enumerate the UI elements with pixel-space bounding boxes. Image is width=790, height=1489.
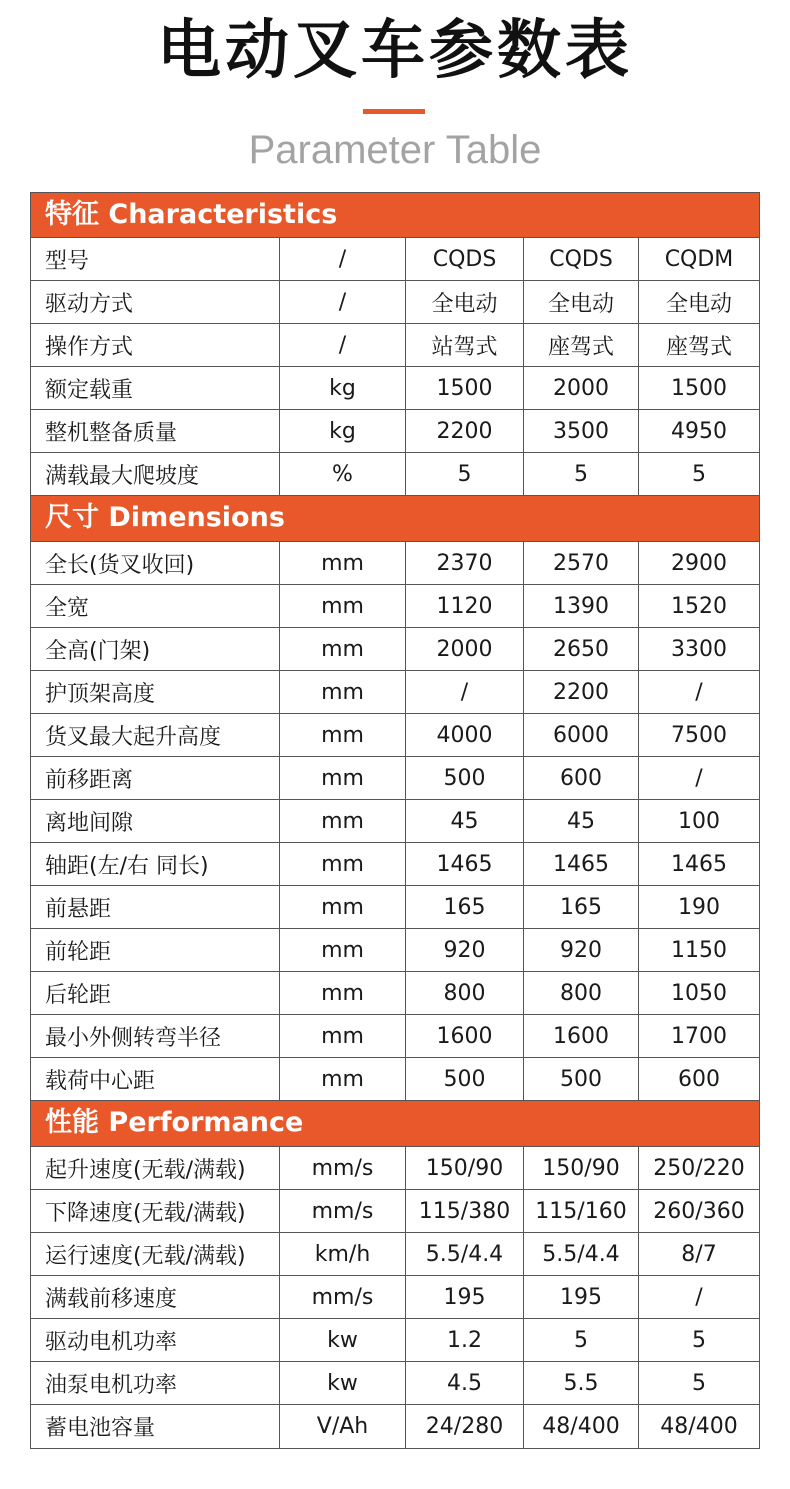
- value-cell-model-3: /: [639, 1276, 760, 1319]
- unit-cell: mm/s: [280, 1276, 406, 1319]
- value-cell-model-2: 1390: [524, 585, 639, 628]
- value-cell-model-2: 195: [524, 1276, 639, 1319]
- value-cell-model-2: 800: [524, 972, 639, 1015]
- value-cell-model-2: 920: [524, 929, 639, 972]
- unit-cell: mm: [280, 1015, 406, 1058]
- value-cell-model-1: 1.2: [406, 1319, 524, 1362]
- table-row: [30, 238, 760, 281]
- parameter-name-cell: 油泵电机功率: [31, 1362, 280, 1405]
- table-row: [30, 800, 760, 843]
- parameter-name-cell: 前移距离: [31, 757, 280, 800]
- value-cell-model-2: 115/160: [524, 1190, 639, 1233]
- parameter-name-cell: 离地间隙: [31, 800, 280, 843]
- value-cell-model-3: 座驾式: [639, 324, 760, 367]
- unit-cell: mm: [280, 671, 406, 714]
- value-cell-model-3: 100: [639, 800, 760, 843]
- table-row: [30, 410, 760, 453]
- value-cell-model-1: 500: [406, 1058, 524, 1101]
- parameter-name-cell: 额定载重: [31, 367, 280, 410]
- value-cell-model-2: 座驾式: [524, 324, 639, 367]
- parameter-name-cell: 全宽: [31, 585, 280, 628]
- value-cell-model-3: CQDM: [639, 238, 760, 281]
- value-cell-model-1: 165: [406, 886, 524, 929]
- value-cell-model-3: 8/7: [639, 1233, 760, 1276]
- table-row: [30, 972, 760, 1015]
- parameter-name-cell: 整机整备质量: [31, 410, 280, 453]
- value-cell-model-2: CQDS: [524, 238, 639, 281]
- value-cell-model-3: /: [639, 671, 760, 714]
- value-cell-model-1: 24/280: [406, 1405, 524, 1449]
- value-cell-model-2: 48/400: [524, 1405, 639, 1449]
- parameter-name-cell: 载荷中心距: [31, 1058, 280, 1101]
- value-cell-model-1: 1465: [406, 843, 524, 886]
- parameter-name-cell: 货叉最大起升高度: [31, 714, 280, 757]
- parameter-name-cell: 下降速度(无载/满载): [31, 1190, 280, 1233]
- value-cell-model-1: 500: [406, 757, 524, 800]
- parameter-name-cell: 满载前移速度: [31, 1276, 280, 1319]
- unit-cell: mm/s: [280, 1190, 406, 1233]
- parameter-name-cell: 蓄电池容量: [31, 1405, 280, 1449]
- value-cell-model-1: 4.5: [406, 1362, 524, 1405]
- table-row: [30, 324, 760, 367]
- table-row: [30, 1362, 760, 1405]
- value-cell-model-1: 115/380: [406, 1190, 524, 1233]
- table-row: [30, 886, 760, 929]
- value-cell-model-3: 250/220: [639, 1147, 760, 1190]
- value-cell-model-1: 1500: [406, 367, 524, 410]
- table-row: [30, 1190, 760, 1233]
- value-cell-model-3: 1465: [639, 843, 760, 886]
- parameter-name-cell: 驱动方式: [31, 281, 280, 324]
- unit-cell: kw: [280, 1362, 406, 1405]
- table-row: [30, 453, 760, 496]
- value-cell-model-1: 920: [406, 929, 524, 972]
- value-cell-model-3: 2900: [639, 542, 760, 585]
- table-row: [30, 281, 760, 324]
- value-cell-model-1: CQDS: [406, 238, 524, 281]
- value-cell-model-2: 2650: [524, 628, 639, 671]
- value-cell-model-3: 全电动: [639, 281, 760, 324]
- unit-cell: /: [280, 281, 406, 324]
- value-cell-model-3: 4950: [639, 410, 760, 453]
- value-cell-model-2: 6000: [524, 714, 639, 757]
- unit-cell: km/h: [280, 1233, 406, 1276]
- section-dimensions-header: [30, 496, 760, 542]
- parameter-name-cell: 起升速度(无载/满载): [31, 1147, 280, 1190]
- unit-cell: kg: [280, 410, 406, 453]
- value-cell-model-2: 1465: [524, 843, 639, 886]
- table-row: [30, 1276, 760, 1319]
- unit-cell: mm: [280, 886, 406, 929]
- unit-cell: mm: [280, 1058, 406, 1101]
- table-row: [30, 1233, 760, 1276]
- parameter-name-cell: 护顶架高度: [31, 671, 280, 714]
- unit-cell: mm: [280, 800, 406, 843]
- value-cell-model-2: 全电动: [524, 281, 639, 324]
- parameter-name-cell: 全长(货叉收回): [31, 542, 280, 585]
- value-cell-model-2: 165: [524, 886, 639, 929]
- value-cell-model-3: 1150: [639, 929, 760, 972]
- table-row: [30, 585, 760, 628]
- value-cell-model-3: 190: [639, 886, 760, 929]
- value-cell-model-1: 5.5/4.4: [406, 1233, 524, 1276]
- unit-cell: mm: [280, 843, 406, 886]
- unit-cell: mm: [280, 585, 406, 628]
- table-row: [30, 1058, 760, 1101]
- parameter-name-cell: 运行速度(无载/满载): [31, 1233, 280, 1276]
- table-row: [30, 757, 760, 800]
- unit-cell: mm: [280, 542, 406, 585]
- table-row: [30, 542, 760, 585]
- value-cell-model-3: 1520: [639, 585, 760, 628]
- value-cell-model-2: 45: [524, 800, 639, 843]
- unit-cell: mm/s: [280, 1147, 406, 1190]
- parameter-name-cell: 轴距(左/右 同长): [31, 843, 280, 886]
- page-title: 电动叉车参数表: [157, 14, 633, 88]
- unit-cell: mm: [280, 757, 406, 800]
- unit-cell: kw: [280, 1319, 406, 1362]
- value-cell-model-1: 1120: [406, 585, 524, 628]
- value-cell-model-1: 5: [406, 453, 524, 496]
- unit-cell: mm: [280, 714, 406, 757]
- title-accent-bar: [363, 109, 425, 114]
- value-cell-model-3: 260/360: [639, 1190, 760, 1233]
- parameter-name-cell: 后轮距: [31, 972, 280, 1015]
- section-title: 性能 Performance: [45, 1107, 304, 1138]
- value-cell-model-2: 2570: [524, 542, 639, 585]
- table-row: [30, 671, 760, 714]
- table-row: [30, 714, 760, 757]
- value-cell-model-1: 2000: [406, 628, 524, 671]
- parameter-name-cell: 前悬距: [31, 886, 280, 929]
- value-cell-model-2: 500: [524, 1058, 639, 1101]
- table-row: [30, 367, 760, 410]
- value-cell-model-1: 2200: [406, 410, 524, 453]
- value-cell-model-1: 2370: [406, 542, 524, 585]
- parameter-name-cell: 型号: [31, 238, 280, 281]
- page-subtitle: Parameter Table: [248, 128, 542, 172]
- value-cell-model-3: 600: [639, 1058, 760, 1101]
- value-cell-model-1: 150/90: [406, 1147, 524, 1190]
- unit-cell: /: [280, 238, 406, 281]
- parameter-name-cell: 最小外侧转弯半径: [31, 1015, 280, 1058]
- parameter-name-cell: 操作方式: [31, 324, 280, 367]
- parameter-name-cell: 前轮距: [31, 929, 280, 972]
- section-characteristics-header: [30, 192, 760, 238]
- parameter-table: [30, 192, 760, 1449]
- table-row: [30, 1147, 760, 1190]
- value-cell-model-2: 3500: [524, 410, 639, 453]
- value-cell-model-2: 5.5/4.4: [524, 1233, 639, 1276]
- value-cell-model-3: 5: [639, 453, 760, 496]
- table-row: [30, 1319, 760, 1362]
- value-cell-model-1: /: [406, 671, 524, 714]
- unit-cell: mm: [280, 628, 406, 671]
- value-cell-model-1: 45: [406, 800, 524, 843]
- value-cell-model-3: 1050: [639, 972, 760, 1015]
- value-cell-model-2: 5.5: [524, 1362, 639, 1405]
- table-row: [30, 1015, 760, 1058]
- value-cell-model-1: 4000: [406, 714, 524, 757]
- value-cell-model-1: 站驾式: [406, 324, 524, 367]
- value-cell-model-3: /: [639, 757, 760, 800]
- table-row: [30, 843, 760, 886]
- section-performance-header: [30, 1101, 760, 1147]
- value-cell-model-1: 全电动: [406, 281, 524, 324]
- value-cell-model-3: 1700: [639, 1015, 760, 1058]
- value-cell-model-2: 150/90: [524, 1147, 639, 1190]
- section-title: 尺寸 Dimensions: [45, 502, 285, 533]
- value-cell-model-3: 1500: [639, 367, 760, 410]
- unit-cell: mm: [280, 972, 406, 1015]
- unit-cell: %: [280, 453, 406, 496]
- value-cell-model-2: 600: [524, 757, 639, 800]
- value-cell-model-1: 800: [406, 972, 524, 1015]
- value-cell-model-1: 195: [406, 1276, 524, 1319]
- unit-cell: /: [280, 324, 406, 367]
- value-cell-model-3: 5: [639, 1362, 760, 1405]
- table-row: [30, 628, 760, 671]
- section-title: 特征 Characteristics: [45, 199, 338, 230]
- parameter-name-cell: 满载最大爬坡度: [31, 453, 280, 496]
- value-cell-model-2: 5: [524, 453, 639, 496]
- value-cell-model-3: 48/400: [639, 1405, 760, 1449]
- parameter-name-cell: 驱动电机功率: [31, 1319, 280, 1362]
- value-cell-model-2: 1600: [524, 1015, 639, 1058]
- value-cell-model-3: 7500: [639, 714, 760, 757]
- unit-cell: mm: [280, 929, 406, 972]
- unit-cell: kg: [280, 367, 406, 410]
- value-cell-model-3: 3300: [639, 628, 760, 671]
- table-row: [30, 1405, 760, 1449]
- parameter-name-cell: 全高(门架): [31, 628, 280, 671]
- value-cell-model-2: 2000: [524, 367, 639, 410]
- unit-cell: V/Ah: [280, 1405, 406, 1449]
- table-row: [30, 929, 760, 972]
- value-cell-model-3: 5: [639, 1319, 760, 1362]
- value-cell-model-1: 1600: [406, 1015, 524, 1058]
- value-cell-model-2: 2200: [524, 671, 639, 714]
- value-cell-model-2: 5: [524, 1319, 639, 1362]
